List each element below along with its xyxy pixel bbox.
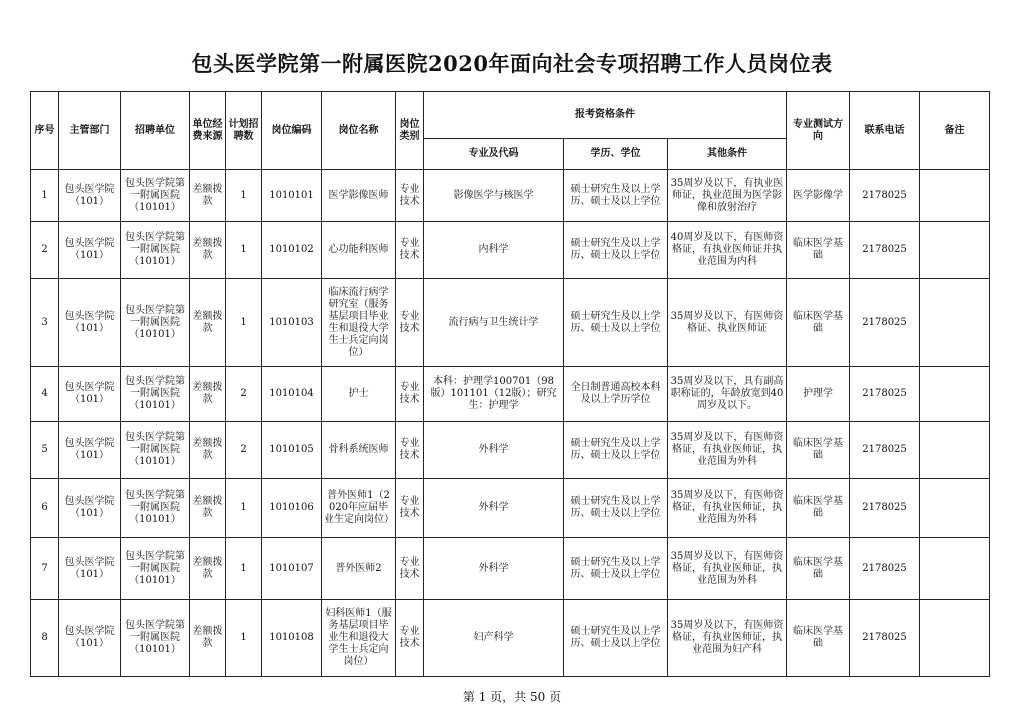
cell-phone: 2178025	[850, 600, 920, 677]
cell-dept: 包头医学院（101）	[59, 170, 121, 222]
cell-post-name: 妇科医师1（服务基层项目毕业生和退役大学生士兵定向岗位）	[322, 600, 396, 677]
cell-unit: 包头医学院第一附属医院（10101）	[121, 222, 190, 279]
cell-degree: 硕士研究生及以上学历、硕士及以上学位	[564, 279, 668, 367]
table-row	[31, 367, 990, 422]
cell-funding: 差额拨款	[190, 479, 226, 538]
cell-test: 临床医学基础	[787, 479, 850, 538]
cell-code: 1010103	[262, 279, 322, 367]
cell-code: 1010102	[262, 222, 322, 279]
cell-other: 35周岁及以下，具有副高职称证的，年龄放宽到40周岁及以下。	[668, 367, 787, 422]
cell-degree: 硕士研究生及以上学历、硕士及以上学位	[564, 222, 668, 279]
cell-dept: 包头医学院（101）	[59, 222, 121, 279]
header-funding: 单位经费来源	[190, 92, 226, 170]
cell-post-name: 医学影像医师	[322, 170, 396, 222]
cell-remark	[920, 479, 990, 538]
cell-major: 内科学	[424, 222, 564, 279]
cell-funding: 差额拨款	[190, 367, 226, 422]
cell-code: 1010108	[262, 600, 322, 677]
cell-post-type: 专业技术	[396, 600, 424, 677]
cell-funding: 差额拨款	[190, 170, 226, 222]
header-code: 岗位编码	[262, 92, 322, 170]
cell-code: 1010105	[262, 422, 322, 479]
cell-test: 临床医学基础	[787, 600, 850, 677]
cell-unit: 包头医学院第一附属医院（10101）	[121, 600, 190, 677]
page-number: 第 1 页，共 50 页	[462, 690, 562, 704]
cell-other: 35周岁及以下，有医师资格证，有执业医师证，执业范围为妇产科	[668, 600, 787, 677]
cell-remark	[920, 170, 990, 222]
cell-dept: 包头医学院（101）	[59, 600, 121, 677]
cell-plan: 1	[226, 479, 262, 538]
cell-other: 35周岁及以下，有医师资格证，有执业医师证，执业范围为外科	[668, 422, 787, 479]
cell-test: 临床医学基础	[787, 538, 850, 600]
table-body	[31, 170, 990, 677]
cell-code: 1010106	[262, 479, 322, 538]
cell-post-type: 专业技术	[396, 367, 424, 422]
cell-degree: 硕士研究生及以上学历、硕士及以上学位	[564, 422, 668, 479]
cell-seq: 4	[31, 367, 59, 422]
cell-degree: 硕士研究生及以上学历、硕士及以上学位	[564, 170, 668, 222]
cell-plan: 1	[226, 222, 262, 279]
cell-degree: 全日制普通高校本科及以上学历学位	[564, 367, 668, 422]
cell-post-name: 心功能科医师	[322, 222, 396, 279]
cell-plan: 1	[226, 279, 262, 367]
cell-test: 医学影像学	[787, 170, 850, 222]
cell-phone: 2178025	[850, 222, 920, 279]
cell-post-type: 专业技术	[396, 222, 424, 279]
header-unit: 招聘单位	[121, 92, 190, 170]
cell-seq: 8	[31, 600, 59, 677]
cell-dept: 包头医学院（101）	[59, 422, 121, 479]
cell-remark	[920, 279, 990, 367]
cell-remark	[920, 367, 990, 422]
cell-degree: 硕士研究生及以上学历、硕士及以上学位	[564, 600, 668, 677]
cell-phone: 2178025	[850, 479, 920, 538]
cell-unit: 包头医学院第一附属医院（10101）	[121, 367, 190, 422]
cell-funding: 差额拨款	[190, 422, 226, 479]
cell-major: 外科学	[424, 422, 564, 479]
cell-major: 外科学	[424, 538, 564, 600]
cell-plan: 1	[226, 600, 262, 677]
cell-post-name: 临床流行病学研究室（服务基层项目毕业生和退役大学生士兵定向岗位）	[322, 279, 396, 367]
cell-funding: 差额拨款	[190, 600, 226, 677]
cell-post-type: 专业技术	[396, 422, 424, 479]
cell-test: 临床医学基础	[787, 222, 850, 279]
table-row	[31, 479, 990, 538]
header-seq: 序号	[31, 92, 59, 170]
cell-code: 1010107	[262, 538, 322, 600]
cell-other: 40周岁及以下，有医师资格证，有执业医师证并执业范围为内科	[668, 222, 787, 279]
cell-test: 临床医学基础	[787, 279, 850, 367]
page-title: 包头医学院第一附属医院2020年面向社会专项招聘工作人员岗位表	[191, 51, 833, 76]
cell-funding: 差额拨款	[190, 538, 226, 600]
cell-seq: 2	[31, 222, 59, 279]
cell-phone: 2178025	[850, 422, 920, 479]
job-table	[30, 91, 990, 677]
table-row	[31, 279, 990, 367]
cell-other: 35周岁及以下，有医师资格证，有执业医师证，执业范围为外科	[668, 538, 787, 600]
header-qualification-group: 报考资格条件	[424, 92, 787, 139]
table-header	[31, 92, 990, 170]
cell-other: 35周岁及以下，有执业医师证，执业范围为医学影像和放射治疗	[668, 170, 787, 222]
header-other: 其他条件	[668, 139, 787, 170]
header-degree: 学历、学位	[564, 139, 668, 170]
header-post-type: 岗位类别	[396, 92, 424, 170]
cell-funding: 差额拨款	[190, 222, 226, 279]
cell-dept: 包头医学院（101）	[59, 479, 121, 538]
header-phone: 联系电话	[850, 92, 920, 170]
cell-seq: 7	[31, 538, 59, 600]
cell-major: 影像医学与核医学	[424, 170, 564, 222]
cell-post-name: 普外医师2	[322, 538, 396, 600]
cell-seq: 1	[31, 170, 59, 222]
cell-dept: 包头医学院（101）	[59, 367, 121, 422]
cell-seq: 5	[31, 422, 59, 479]
cell-major: 妇产科学	[424, 600, 564, 677]
cell-seq: 3	[31, 279, 59, 367]
cell-test: 临床医学基础	[787, 422, 850, 479]
table-row	[31, 538, 990, 600]
cell-unit: 包头医学院第一附属医院（10101）	[121, 422, 190, 479]
table-row	[31, 170, 990, 222]
cell-unit: 包头医学院第一附属医院（10101）	[121, 479, 190, 538]
cell-major: 流行病与卫生统计学	[424, 279, 564, 367]
cell-dept: 包头医学院（101）	[59, 538, 121, 600]
cell-remark	[920, 222, 990, 279]
cell-unit: 包头医学院第一附属医院（10101）	[121, 538, 190, 600]
cell-post-type: 专业技术	[396, 170, 424, 222]
cell-funding: 差额拨款	[190, 279, 226, 367]
cell-remark	[920, 600, 990, 677]
cell-plan: 2	[226, 422, 262, 479]
cell-other: 35周岁及以下，有医师资格证、执业医师证	[668, 279, 787, 367]
cell-unit: 包头医学院第一附属医院（10101）	[121, 170, 190, 222]
cell-degree: 硕士研究生及以上学历、硕士及以上学位	[564, 538, 668, 600]
cell-plan: 1	[226, 538, 262, 600]
cell-post-type: 专业技术	[396, 279, 424, 367]
table-row	[31, 222, 990, 279]
table-row	[31, 600, 990, 677]
cell-post-name: 普外医师1（2020年应届毕业生定向岗位）	[322, 479, 396, 538]
header-post-name: 岗位名称	[322, 92, 396, 170]
header-plan: 计划招聘数	[226, 92, 262, 170]
cell-major: 外科学	[424, 479, 564, 538]
cell-post-type: 专业技术	[396, 479, 424, 538]
cell-plan: 1	[226, 170, 262, 222]
header-test: 专业测试方向	[787, 92, 850, 170]
cell-dept: 包头医学院（101）	[59, 279, 121, 367]
cell-seq: 6	[31, 479, 59, 538]
table-row	[31, 422, 990, 479]
cell-post-name: 骨科系统医师	[322, 422, 396, 479]
cell-code: 1010104	[262, 367, 322, 422]
header-dept: 主管部门	[59, 92, 121, 170]
cell-remark	[920, 538, 990, 600]
cell-remark	[920, 422, 990, 479]
cell-degree: 硕士研究生及以上学历、硕士及以上学位	[564, 479, 668, 538]
cell-post-name: 护士	[322, 367, 396, 422]
cell-phone: 2178025	[850, 170, 920, 222]
cell-phone: 2178025	[850, 538, 920, 600]
cell-unit: 包头医学院第一附属医院（10101）	[121, 279, 190, 367]
cell-other: 35周岁及以下，有医师资格证，有执业医师证，执业范围为外科	[668, 479, 787, 538]
header-major: 专业及代码	[424, 139, 564, 170]
cell-phone: 2178025	[850, 367, 920, 422]
cell-test: 护理学	[787, 367, 850, 422]
cell-code: 1010101	[262, 170, 322, 222]
cell-phone: 2178025	[850, 279, 920, 367]
cell-post-type: 专业技术	[396, 538, 424, 600]
header-remark: 备注	[920, 92, 990, 170]
cell-major: 本科：护理学100701（98版）101101（12版）；研究生：护理学	[424, 367, 564, 422]
cell-plan: 2	[226, 367, 262, 422]
